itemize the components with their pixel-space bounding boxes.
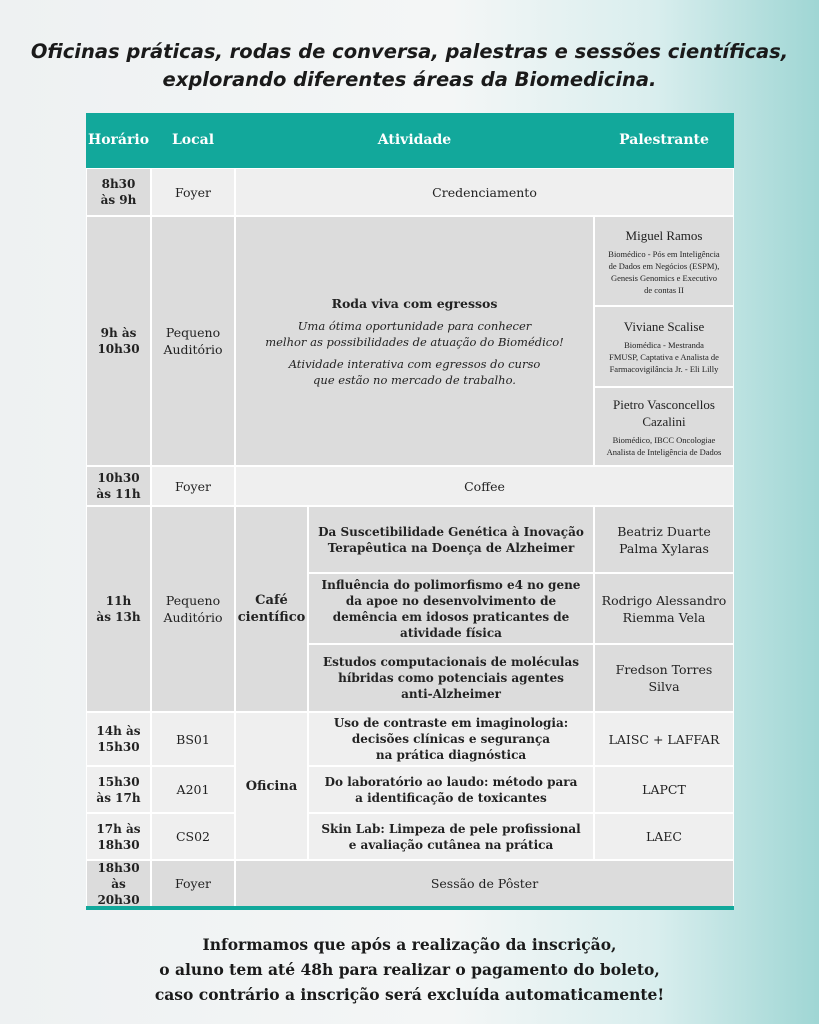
text-line: FMUSP, Captativa e Analista de xyxy=(609,352,719,362)
text-line: 18h30 às xyxy=(97,860,140,891)
time-cell xyxy=(86,466,151,506)
type-cell: Oficina xyxy=(235,712,308,860)
time-cell xyxy=(86,712,151,766)
text-line: Uma ótima oportunidade para conhecer xyxy=(297,318,532,333)
text-line: caso contrário a inscrição será excluída automaticamente! xyxy=(154,985,665,1004)
text-line: 18h30 xyxy=(97,837,140,852)
speaker-cell xyxy=(594,644,734,712)
speaker-cell: LAISC + LAFFAR xyxy=(594,712,734,766)
text-line: Pequeno xyxy=(165,325,221,340)
text-line: Influência do polimorfismo e4 no gene xyxy=(321,577,581,592)
text-line: 8h30 xyxy=(101,177,136,191)
activity-cell xyxy=(308,712,594,766)
text-line: anti-Alzheimer xyxy=(401,687,501,701)
text-line: às 9h xyxy=(100,193,137,207)
text-line: Da Suscetibilidade Genética à Inovação xyxy=(318,524,584,539)
text-line: 10h30 xyxy=(97,342,140,356)
text-line: científico xyxy=(237,610,306,625)
text-line: Analista de Inteligência de Dados xyxy=(606,446,722,457)
time-cell xyxy=(86,766,151,813)
text-line: o aluno tem até 48h para realizar o pagamento do boleto, xyxy=(159,960,660,979)
activity-title: Roda viva com egressos xyxy=(331,295,498,311)
activity-cell xyxy=(308,766,594,813)
activity-cell: Coffee xyxy=(235,466,734,506)
text-line: Cazalini xyxy=(642,413,686,429)
text-line: às 11h xyxy=(96,487,141,501)
text-line: Rodrigo Alessandro xyxy=(601,592,727,608)
text-line: 14h às xyxy=(96,724,141,738)
speaker-cell: LAEC xyxy=(594,813,734,860)
speaker-cell: LAPCT xyxy=(594,766,734,813)
table-bottom-rule xyxy=(86,906,734,910)
activity-description xyxy=(265,318,564,350)
text-line: Pequeno xyxy=(165,593,221,608)
local-cell: Foyer xyxy=(151,168,235,216)
local-cell: Foyer xyxy=(151,466,235,506)
text-line: Biomédico, IBCC Oncologiae xyxy=(612,434,716,445)
text-line: atividade física xyxy=(400,625,502,640)
speaker-cell xyxy=(594,306,734,387)
header-palestrante: Palestrante xyxy=(594,113,734,168)
text-line: Auditório xyxy=(163,610,223,625)
text-line: 15h30 xyxy=(97,740,140,754)
activity-cell xyxy=(235,216,594,466)
text-line: da apoe no desenvolvimento de xyxy=(345,593,557,608)
page-title xyxy=(0,38,819,94)
text-line: demência em idosos praticantes de xyxy=(332,609,570,624)
text-line: explorando diferentes áreas da Biomedicina. xyxy=(162,68,657,91)
text-line: Fredson Torres Silva xyxy=(615,662,713,694)
text-line: às 17h xyxy=(96,790,141,805)
time-cell xyxy=(86,860,151,907)
text-line: Biomédico - Pós em Inteligência xyxy=(608,248,720,259)
text-line: melhor as possibilidades de atuação do Biomédico! xyxy=(265,334,564,349)
text-line: Genesis Genomics e Executivo xyxy=(611,272,717,283)
text-line: Skin Lab: Limpeza de pele profissional xyxy=(321,821,581,836)
text-line: Café xyxy=(255,593,288,608)
text-line: Auditório xyxy=(163,342,223,357)
text-line: híbridas como potenciais agentes xyxy=(338,671,564,685)
local-cell: Foyer xyxy=(151,860,235,907)
local-cell xyxy=(151,506,235,712)
text-line: Pietro Vasconcellos xyxy=(613,396,715,412)
text-line: Viviane Scalise xyxy=(623,319,705,334)
text-line: 10h30 xyxy=(97,471,140,485)
text-line: às 13h xyxy=(96,610,141,624)
text-line: Biomédica - Mestranda xyxy=(624,340,704,350)
activity-cell: Credenciamento xyxy=(235,168,734,216)
activity-cell: Sessão de Pôster xyxy=(235,860,734,907)
text-line: 17h às xyxy=(96,821,141,836)
header-horario: Horário xyxy=(86,113,151,168)
local-cell: CS02 xyxy=(151,813,235,860)
type-cell xyxy=(235,506,308,712)
speaker-cell xyxy=(594,506,734,573)
text-line: de Dados em Negócios (ESPM), xyxy=(608,260,720,271)
activity-cell xyxy=(308,506,594,573)
activity-description xyxy=(289,356,541,388)
time-cell xyxy=(86,506,151,712)
text-line: Oficinas práticas, rodas de conversa, palestras e sessões científicas, xyxy=(30,40,789,63)
text-line: Farmacovigilância Jr. - Eli Lilly xyxy=(609,364,719,374)
time-cell xyxy=(86,813,151,860)
text-line: decisões clínicas e segurança xyxy=(351,732,551,746)
header-atividade: Atividade xyxy=(235,113,594,168)
local-cell: BS01 xyxy=(151,712,235,766)
text-line: Uso de contraste em imaginologia: xyxy=(333,716,569,730)
payment-notice xyxy=(0,932,819,1007)
text-line: Informamos que após a realização da inscrição, xyxy=(202,935,617,954)
text-line: e avaliação cutânea na prática xyxy=(348,837,554,852)
text-line: a identificação de toxicantes xyxy=(355,790,547,805)
text-line: Riemma Vela xyxy=(622,609,706,625)
text-line: Terapêutica na Doença de Alzheimer xyxy=(327,540,575,555)
activity-cell xyxy=(308,813,594,860)
speaker-cell xyxy=(594,216,734,306)
text-line: Palma Xylaras xyxy=(619,540,709,556)
text-line: na prática diagnóstica xyxy=(375,748,527,762)
activity-cell xyxy=(308,644,594,712)
text-line: Estudos computacionais de moléculas xyxy=(322,655,580,669)
text-line: Beatriz Duarte xyxy=(617,523,711,539)
activity-cell xyxy=(308,573,594,644)
text-line: 11h xyxy=(105,594,132,608)
speaker-cell xyxy=(594,387,734,466)
header-local: Local xyxy=(151,113,235,168)
time-cell xyxy=(86,168,151,216)
local-cell xyxy=(151,216,235,466)
local-cell: A201 xyxy=(151,766,235,813)
time-cell xyxy=(86,216,151,466)
text-line: 15h30 xyxy=(97,774,140,789)
text-line: Do laboratório ao laudo: método para xyxy=(324,774,578,789)
text-line: que estão no mercado de trabalho. xyxy=(313,372,516,387)
text-line: Miguel Ramos xyxy=(625,227,703,243)
text-line: de contas II xyxy=(644,284,684,295)
speaker-cell xyxy=(594,573,734,644)
text-line: Atividade interativa com egressos do curso xyxy=(288,356,541,371)
text-line: 20h30 xyxy=(97,892,140,907)
text-line: 9h às xyxy=(100,326,137,340)
